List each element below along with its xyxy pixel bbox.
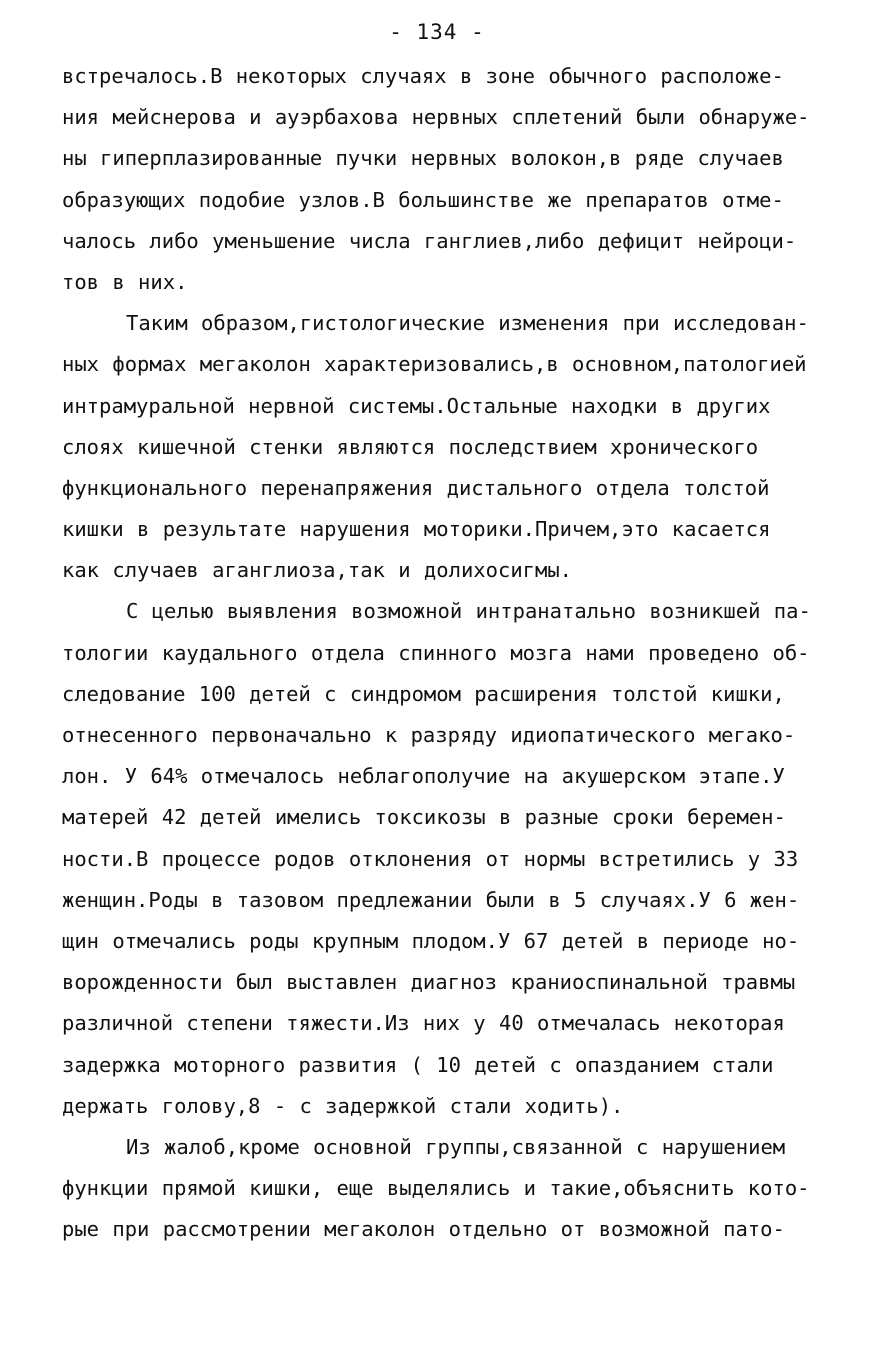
text-line: ности.В процессе родов отклонения от нормы встретились у 33	[62, 846, 799, 871]
text-line: матерей 42 детей имелись токсикозы в разные сроки беремен-	[62, 805, 786, 830]
text-line: как случаев аганглиоза,так и долихосигмы.	[62, 558, 573, 583]
text-line: женщин.Роды в тазовом предлежании были в 5 случаях.У 6 жен-	[62, 887, 800, 912]
text-line: ния мейснерова и ауэрбахова нервных сплетений были обнаруже-	[62, 105, 810, 130]
text-line: функционального перенапряжения дистального отдела толстой	[62, 475, 770, 500]
text-line: кишки в результате нарушения моторики.Причем,это касается	[62, 517, 771, 542]
text-line: следование 100 детей с синдромом расширения толстой кишки,	[62, 681, 785, 706]
text-line: отнесенного первоначально к разряду идиопатического мегако-	[62, 723, 796, 747]
text-line: держать голову,8 - с задержкой стали ходить).	[62, 1093, 624, 1118]
text-line: ворожденности был выставлен диагноз краниоспинальной травмы	[62, 970, 796, 995]
paragraph-first-line: С целью выявления возможной интранатально возникшей па-	[126, 599, 811, 624]
text-line: интрамуральной нервной системы.Остальные находки в других	[62, 393, 771, 418]
text-line: щин отмечались роды крупным плодом.У 67 детей в периоде но-	[62, 928, 800, 953]
text-line: ны гиперплазированные пучки нервных волокон,в ряде случаев	[62, 146, 784, 171]
text-line: чалось либо уменьшение числа ганглиев,либо дефицит нейроци-	[62, 228, 797, 253]
paragraph-first-line: Из жалоб,кроме основной группы,связанной с нарушением	[126, 1134, 786, 1159]
paragraph-first-line: Таким образом,гистологические изменения при исследован-	[126, 311, 809, 336]
text-line: рые при рассмотрении мегаколон отдельно от возможной пато-	[62, 1217, 785, 1242]
body-text	[62, 61, 812, 1255]
text-line: различной степени тяжести.Из них у 40 отмечалась некоторая	[62, 1011, 785, 1036]
text-line: ных формах мегаколон характеризовались,в основном,патологией	[62, 352, 807, 377]
text-line: лон. У 64% отмечалось неблагополучие на акушерском этапе.У	[62, 764, 785, 789]
text-line: образующих подобие узлов.В большинстве же препаратов отме-	[62, 187, 784, 212]
page-number: - 134 -	[389, 20, 485, 44]
text-line: слоях кишечной стенки являются последствием хронического	[62, 434, 759, 459]
text-line: задержка моторного развития ( 10 детей с опазданием стали	[62, 1052, 774, 1077]
text-line: тологии каудального отдела спинного мозга нами проведено об-	[62, 640, 810, 665]
text-line: встречалось.В некоторых случаях в зоне обычного расположе-	[62, 64, 784, 88]
text-line: тов в них.	[62, 269, 188, 294]
text-line: функции прямой кишки, еще выделялись и такие,объяснить кото-	[62, 1176, 810, 1201]
